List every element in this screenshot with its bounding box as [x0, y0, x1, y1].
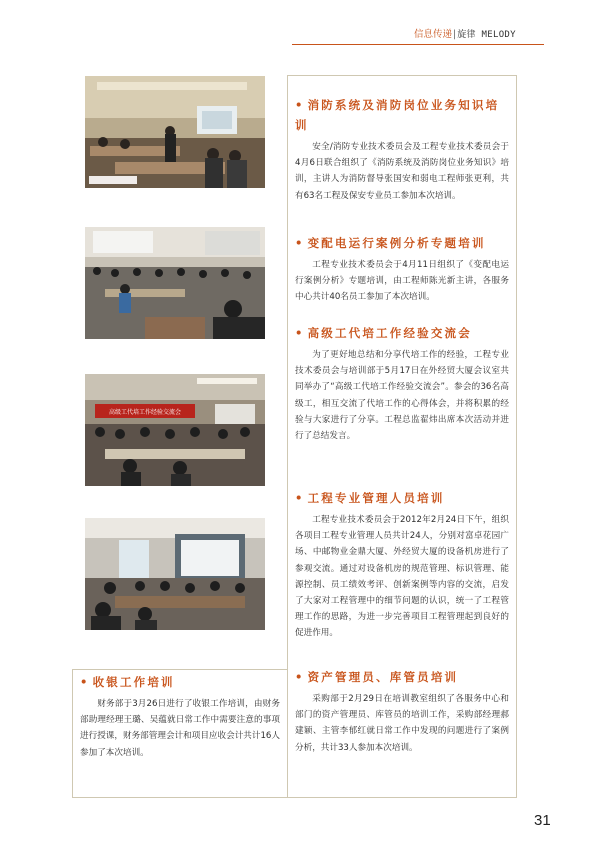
bullet-icon: •	[295, 670, 305, 684]
photo-power-training	[85, 227, 265, 339]
section-heading	[295, 95, 509, 135]
header-category: 信息传递	[414, 29, 453, 40]
section-title: 高级工代培工作经验交流会	[307, 326, 472, 340]
header-column-title: 旋律 MELODY	[457, 30, 516, 40]
section-body: 采购部于2月29日在培训教室组织了各服务中心和部门的资产管理员、库管员的培训工作，采购部经理郝建颖、主管李郁红就日常工作中发现的问题进行了案例分析，共计33人参加本次培训。	[295, 694, 509, 753]
bullet-icon: •	[295, 491, 305, 505]
photo-management-training	[85, 518, 265, 630]
section-asset-training	[295, 667, 509, 756]
section-power-training	[295, 233, 509, 306]
section-heading	[295, 667, 509, 687]
section-heading	[80, 672, 280, 692]
header-separator: |	[453, 29, 457, 40]
section-body: 财务部于3月26日进行了收银工作培训，由财务部助理经理王璐、吴蕴就日常工作中需要注意的事项进行授课，财务部管理会计和项目应收会计共计16人参加了本次培训。	[80, 699, 280, 758]
photo-fire-training	[85, 76, 265, 188]
photo-power-training-image	[85, 227, 265, 339]
section-heading	[295, 233, 509, 253]
photo-exchange-meeting-image	[85, 374, 265, 486]
page-number: 31	[534, 812, 551, 829]
section-cashier-training	[80, 672, 280, 761]
section-title: 消防系统及消防岗位业务知识培训	[295, 98, 500, 132]
section-management-training	[295, 488, 509, 642]
section-fire-training	[295, 95, 509, 204]
bullet-icon: •	[295, 236, 305, 250]
photo-management-training-image	[85, 518, 265, 630]
section-heading	[295, 323, 509, 343]
section-title: 变配电运行案例分析专题培训	[307, 236, 486, 250]
bullet-icon: •	[295, 98, 305, 112]
section-title: 收银工作培训	[92, 675, 175, 689]
section-heading	[295, 488, 509, 508]
photo-fire-training-image	[85, 76, 265, 188]
section-body: 安全/消防专业技术委员会及工程专业技术委员会于4月6日联合组织了《消防系统及消防岗位业务知识》培训，主讲人为消防督导张国安和弱电工程师张更利，共有63名工程及保安专业员工参加本次培训。	[295, 142, 509, 201]
photo-exchange-meeting	[85, 374, 265, 486]
section-title: 工程专业管理人员培训	[307, 491, 445, 505]
section-exchange-meeting	[295, 323, 509, 444]
section-body: 工程专业技术委员会于4月11日组织了《变配电运行案例分析》专题培训，由工程师陈光新主讲，各服务中心共计40名员工参加了本次培训。	[295, 260, 509, 303]
header-rule	[292, 44, 544, 45]
section-body: 工程专业技术委员会于2012年2月24日下午，组织各项目工程专业管理人员共计24人，分别对富卓花园广场、中邮物业金鼎大厦、外经贸大厦的设备机房进行了参观交流。通过对设备机房的规范管理、标识管理、能源控制、员工绩效考评、创新案例等内容的交流，启发了大家对工程管理中的细节问题的认识，统一了工程管理工作的思路，为进一步完善项目工程管理起到良好的促进作用。	[295, 515, 509, 639]
section-title: 资产管理员、库管员培训	[307, 670, 459, 684]
photo-banner-text: 高级工代培工作经验交流会	[108, 409, 182, 416]
section-body: 为了更好地总结和分享代培工作的经验，工程专业技术委员会与培训部于5月17日在外经贸大厦会议室共同举办了“高级工代培工作经验交流会”。参会的36名高级工，相互交流了代培工作的心得体会，并将积累的经验与大家进行了分享。工程总监翟炜出席本次活动并进行了总结发言。	[295, 350, 509, 442]
page-header	[414, 28, 544, 42]
bullet-icon: •	[80, 675, 90, 689]
bullet-icon: •	[295, 326, 305, 340]
